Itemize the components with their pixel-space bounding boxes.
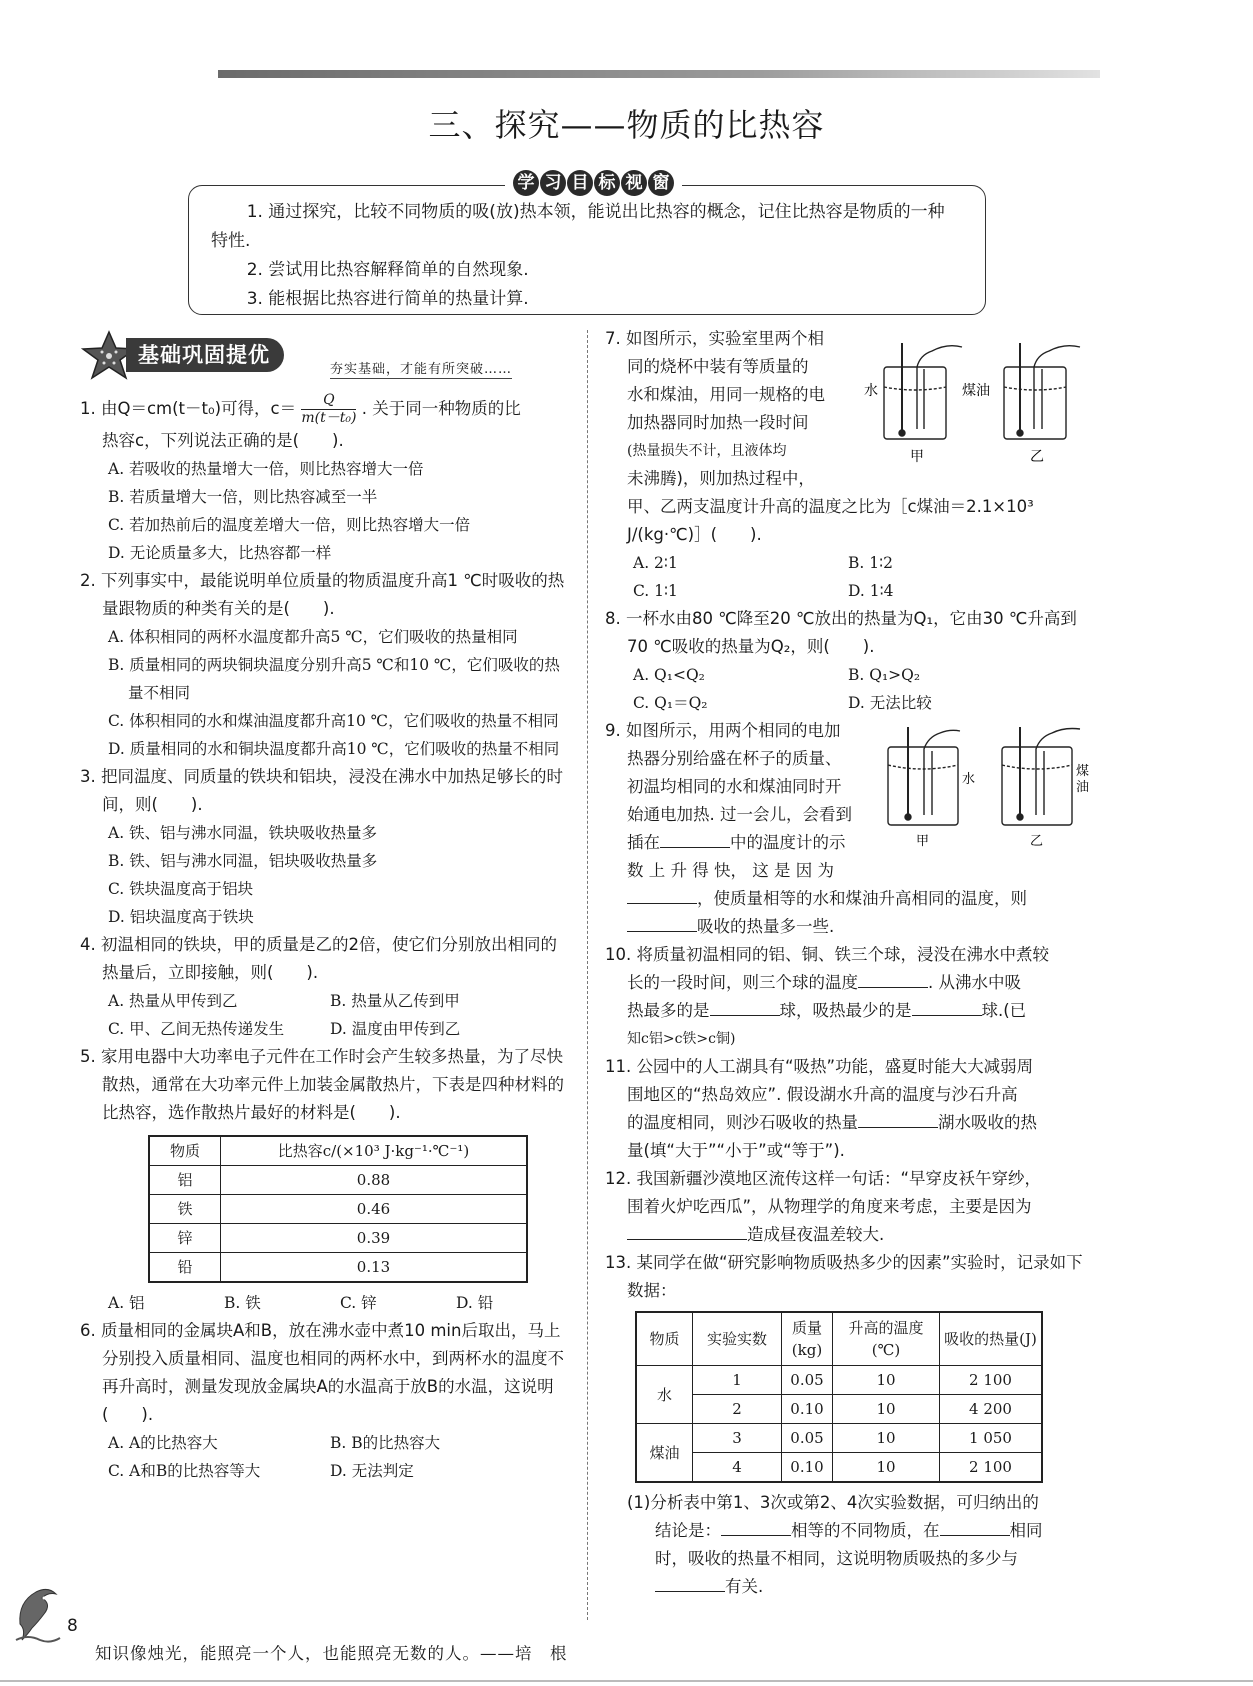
footer-quote: 知识像烛光，能照亮一个人，也能照亮无数的人。——培 根 bbox=[95, 1644, 568, 1663]
q9-line: 数 上 升 得 快， 这 是 因 为 bbox=[627, 861, 834, 880]
dolphin-icon bbox=[14, 1584, 62, 1644]
q11-text: 的温度相同，则沙石吸收的热量 bbox=[627, 1113, 858, 1132]
q1-option-a[interactable]: A. 若吸收的热量增大一倍，则比热容增大一倍 bbox=[108, 460, 424, 478]
table-cell: 0.10 bbox=[782, 1395, 833, 1424]
goals-badge-char: 视 bbox=[621, 170, 647, 196]
table-header-cell: 比热容c/(×10³ J·kg⁻¹·℃⁻¹) bbox=[221, 1136, 528, 1166]
table-cell: 10 bbox=[833, 1424, 940, 1453]
table-cell: 0.05 bbox=[782, 1424, 833, 1453]
q13-blank-2[interactable] bbox=[940, 1517, 1010, 1536]
q13-line: (1)分析表中第1、3次或第2、4次实验数据，可归纳出的 bbox=[627, 1493, 1039, 1512]
question-12 bbox=[605, 1165, 1095, 1249]
table-row bbox=[636, 1453, 1042, 1483]
goal-item: 特性. bbox=[211, 231, 251, 251]
q9-text: ，使质量相等的水和煤油升高相同的温度，则 bbox=[697, 889, 1027, 908]
question-7 bbox=[605, 325, 850, 493]
q9-text: 插在 bbox=[627, 833, 660, 852]
beaker-yi bbox=[1004, 367, 1066, 439]
table-cell: 锌 bbox=[149, 1224, 221, 1253]
q9-blank-2[interactable] bbox=[627, 885, 697, 904]
q8-option-a[interactable]: A. Q₁<Q₂ bbox=[633, 666, 705, 684]
q1-stem bbox=[80, 392, 572, 427]
table-cell: 2 100 bbox=[940, 1453, 1043, 1483]
fig9-label-water: 水 bbox=[962, 772, 976, 787]
q13-blank-1[interactable] bbox=[721, 1517, 791, 1536]
table-row bbox=[149, 1224, 527, 1253]
fig7-label-yi: 乙 bbox=[1030, 449, 1044, 465]
q10-text: . 从沸水中吸 bbox=[928, 973, 1021, 992]
q7-option-a[interactable]: A. 2∶1 bbox=[633, 554, 678, 572]
q4-stem: 4. 初温相同的铁块，甲的质量是乙的2倍，使它们分别放出相同的热量后，立即接触，则( ). bbox=[80, 935, 557, 982]
table-header-cell: 吸收的热量(J) bbox=[940, 1312, 1043, 1366]
q5-stem: 5. 家用电器中大功率电子元件在工作时会产生较多热量，为了尽快散热，通常在大功率元件上加装金属散热片，下表是四种材料的比热容，选作散热片最好的材料是( ). bbox=[80, 1047, 564, 1122]
q9-line bbox=[605, 885, 1095, 913]
table-cell: 水 bbox=[636, 1366, 693, 1424]
table-cell: 0.88 bbox=[221, 1166, 528, 1195]
q1-option-d[interactable]: D. 无论质量多大，比热容都一样 bbox=[108, 544, 332, 562]
fig7-label-kerosene: 煤油 bbox=[962, 383, 990, 399]
table-row bbox=[636, 1395, 1042, 1424]
q7-line: 7. 如图所示，实验室里两个相 bbox=[605, 329, 824, 348]
table-row bbox=[636, 1366, 1042, 1395]
q13-text: 相同 bbox=[1009, 1521, 1043, 1540]
q11-blank[interactable] bbox=[858, 1109, 938, 1128]
q2-stem: 2. 下列事实中，最能说明单位质量的物质温度升高1 ℃时吸收的热量跟物质的种类有关的是( ). bbox=[80, 571, 565, 618]
table-cell: 3 bbox=[693, 1424, 782, 1453]
table-cell: 4 bbox=[693, 1453, 782, 1483]
q7-option-c[interactable]: C. 1∶1 bbox=[633, 582, 678, 600]
q9-figure bbox=[880, 725, 1095, 850]
beaker-jia bbox=[888, 747, 958, 825]
q13-text: 结论是： bbox=[655, 1521, 721, 1540]
q9-line: 9. 如图所示，用两个相同的电加 bbox=[605, 721, 841, 740]
q9-blank-1[interactable] bbox=[660, 829, 730, 848]
q11-line: 围地区的“热岛效应”. 假设湖水升高的温度与沙石升高 bbox=[627, 1085, 1018, 1104]
goals-badge-char: 窗 bbox=[648, 170, 674, 196]
q6-option-b[interactable]: B. B的比热容大 bbox=[330, 1434, 441, 1452]
q11-line: 量(填“大于”“小于”或“等于”). bbox=[627, 1141, 845, 1160]
question-9 bbox=[605, 717, 865, 885]
q7-option-d[interactable]: D. 1∶4 bbox=[848, 582, 894, 600]
q13-text: 有关. bbox=[725, 1577, 764, 1596]
table-cell: 煤油 bbox=[636, 1424, 693, 1483]
q5-table bbox=[148, 1135, 528, 1283]
q8-option-c[interactable]: C. Q₁＝Q₂ bbox=[633, 694, 708, 712]
q1-stem-b: . 关于同一种物质的比 bbox=[361, 399, 521, 418]
goals-badge-char: 标 bbox=[594, 170, 620, 196]
question-13 bbox=[605, 1249, 1095, 1601]
q3-option-b[interactable]: B. 铁、铝与沸水同温，铝块吸收热量多 bbox=[108, 852, 378, 870]
table-row bbox=[149, 1253, 527, 1283]
q7-options-row bbox=[605, 577, 1095, 605]
q5-option-b[interactable]: B. 铁 bbox=[224, 1294, 261, 1312]
heater-yi bbox=[1034, 346, 1080, 429]
page-number: 8 bbox=[67, 1616, 78, 1636]
table-header-cell: 物质 bbox=[149, 1136, 221, 1166]
q2-option-c[interactable]: C. 体积相同的水和煤油温度都升高10 ℃，它们吸收的热量不相同 bbox=[108, 712, 559, 730]
q1-frac-den: m(t－t₀) bbox=[301, 410, 357, 426]
learning-goals-box bbox=[188, 185, 986, 315]
table-cell: 2 100 bbox=[940, 1366, 1043, 1395]
q7-line: 水和煤油，用同一规格的电 bbox=[627, 385, 825, 404]
q8-options-row bbox=[605, 689, 1095, 717]
q10-blank-3[interactable] bbox=[912, 997, 982, 1016]
table-cell: 铅 bbox=[149, 1253, 221, 1283]
q6-option-d[interactable]: D. 无法判定 bbox=[330, 1462, 414, 1480]
q5-option-c[interactable]: C. 锌 bbox=[340, 1294, 377, 1312]
fig7-label-water: 水 bbox=[864, 383, 878, 399]
q9-blank-3[interactable] bbox=[627, 913, 697, 932]
q7-line: (热量损失不计，且液体均 bbox=[627, 443, 787, 459]
goals-badge-char: 目 bbox=[567, 170, 593, 196]
table-cell: 0.10 bbox=[782, 1453, 833, 1483]
goals-badge-char: 习 bbox=[540, 170, 566, 196]
q10-text: 热最多的是 bbox=[627, 1001, 710, 1020]
table-header-row bbox=[636, 1312, 1042, 1366]
q7-figure bbox=[862, 337, 1102, 467]
q10-text: 球，吸热最少的是 bbox=[779, 1001, 912, 1020]
q7-option-b[interactable]: B. 1∶2 bbox=[848, 554, 894, 572]
q3-option-a[interactable]: A. 铁、铝与沸水同温，铁块吸收热量多 bbox=[108, 824, 378, 842]
q2-option-b[interactable]: B. 质量相同的两块铜块温度分别升高5 ℃和10 ℃，它们吸收的热量不相同 bbox=[108, 656, 560, 702]
question-1 bbox=[80, 392, 572, 567]
q6-option-a[interactable]: A. A的比热容大 bbox=[108, 1434, 218, 1452]
table-header-cell: 升高的温度(℃) bbox=[833, 1312, 940, 1366]
q8-option-b[interactable]: B. Q₁>Q₂ bbox=[848, 666, 921, 684]
q10-blank-2[interactable] bbox=[710, 997, 780, 1016]
left-column bbox=[80, 392, 572, 1485]
q10-text: 长的一段时间，则三个球的温度 bbox=[627, 973, 858, 992]
q7-line: 同的烧杯中装有等质量的 bbox=[627, 357, 809, 376]
table-cell: 4 200 bbox=[940, 1395, 1043, 1424]
page-title: 三、探究——物质的比热容 bbox=[428, 106, 825, 144]
q10-line: 知c铝>c铁>c铜) bbox=[627, 1031, 736, 1047]
q9-text: 中的温度计的示 bbox=[730, 833, 846, 852]
q6-options-row bbox=[80, 1457, 572, 1485]
q2-option-d[interactable]: D. 质量相同的水和铜块温度都升高10 ℃，它们吸收的热量不相同 bbox=[108, 740, 560, 758]
fig9-label-yi: 乙 bbox=[1030, 834, 1044, 849]
table-cell: 1 bbox=[693, 1366, 782, 1395]
question-10 bbox=[605, 941, 1095, 1053]
beaker-yi bbox=[1002, 747, 1072, 825]
liquid-surface-yi bbox=[1004, 387, 1066, 390]
q9-text: 吸收的热量多一些. bbox=[697, 917, 835, 936]
q11-text: 湖水吸收的热 bbox=[938, 1113, 1037, 1132]
section-subtitle: 夯实基础，才能有所突破…… bbox=[330, 358, 512, 379]
q4-options-row bbox=[80, 987, 572, 1015]
right-column bbox=[605, 325, 1095, 1601]
liquid-surface-jia bbox=[884, 387, 946, 390]
q10-line: 10. 将质量初温相同的铝、铜、铁三个球，浸没在沸水中煮较 bbox=[605, 945, 1049, 964]
q5-option-d[interactable]: D. 铅 bbox=[456, 1294, 494, 1312]
q3-stem: 3. 把同温度、同质量的铁块和铝块，浸没在沸水中加热足够长的时间，则( ). bbox=[80, 767, 563, 814]
question-11 bbox=[605, 1053, 1095, 1165]
q1-frac-num: Q bbox=[323, 392, 335, 408]
q7-line: 加热器同时加热一段时间 bbox=[627, 413, 809, 432]
q4-option-c[interactable]: C. 甲、乙间无热传递发生 bbox=[108, 1020, 285, 1038]
table-cell: 2 bbox=[693, 1395, 782, 1424]
goals-badge bbox=[505, 170, 682, 200]
q1-stem-a: 1. 由Q＝cm(t－t₀)可得，c＝ bbox=[80, 399, 297, 418]
q6-stem: 6. 质量相同的金属块A和B，放在沸水壶中煮10 min后取出，马上分别投入质量相同、温度也相同的两杯水中，到两杯水的温度不再升高时，测量发现放金属块A的水温高于放B的水温，这说明( ). bbox=[80, 1321, 564, 1424]
q2-option-a[interactable]: A. 体积相同的两杯水温度都升高5 ℃，它们吸收的热量相同 bbox=[108, 628, 518, 646]
q4-option-a[interactable]: A. 热量从甲传到乙 bbox=[108, 992, 238, 1010]
table-header-cell: 物质 bbox=[636, 1312, 693, 1366]
goal-item: 1. 通过探究，比较不同物质的吸(放)热本领，能说出比热容的概念，记住比热容是物质的一种 bbox=[246, 202, 945, 222]
goal-item: 2. 尝试用比热容解释简单的自然现象. bbox=[246, 260, 529, 280]
table-header-row bbox=[149, 1136, 527, 1166]
q4-option-d[interactable]: D. 温度由甲传到乙 bbox=[330, 1020, 461, 1038]
q12-blank[interactable] bbox=[627, 1221, 747, 1240]
q13-blank-3[interactable] bbox=[655, 1573, 725, 1592]
q12-line: 围着火炉吃西瓜”，从物理学的角度来考虑，主要是因为 bbox=[627, 1197, 1032, 1216]
q5-options-row bbox=[80, 1289, 572, 1317]
q1-option-c[interactable]: C. 若加热前后的温度差增大一倍，则比热容增大一倍 bbox=[108, 516, 471, 534]
q5-option-a[interactable]: A. 铝 bbox=[108, 1294, 145, 1312]
goals-badge-char: 学 bbox=[513, 170, 539, 196]
fig9-label-jia: 甲 bbox=[916, 834, 930, 849]
table-cell: 0.46 bbox=[221, 1195, 528, 1224]
q8-stem: 8. 一杯水由80 ℃降至20 ℃放出的热量为Q₁，它由30 ℃升高到70 ℃吸收的热量为Q₂，则( ). bbox=[605, 609, 1077, 656]
fig9-label-kerosene: 煤 bbox=[1076, 764, 1090, 779]
goal-item: 3. 能根据比热容进行简单的热量计算. bbox=[246, 289, 529, 309]
table-cell: 0.13 bbox=[221, 1253, 528, 1283]
q12-line: 12. 我国新疆沙漠地区流传这样一句话：“早穿皮袄午穿纱， bbox=[605, 1169, 1042, 1188]
q11-line: 11. 公园中的人工湖具有“吸热”功能，盛夏时能大大减弱周 bbox=[605, 1057, 1034, 1076]
q9-line bbox=[605, 913, 1095, 941]
table-cell: 10 bbox=[833, 1395, 940, 1424]
beaker-jia bbox=[884, 367, 946, 439]
q7-line: 未沸腾)，则加热过程中， bbox=[627, 469, 815, 488]
table-cell: 10 bbox=[833, 1366, 940, 1395]
q9-line bbox=[605, 829, 865, 857]
q7-options-row bbox=[605, 549, 1095, 577]
q1-option-b[interactable]: B. 若质量增大一倍，则比热容减至一半 bbox=[108, 488, 378, 506]
q4-options-row bbox=[80, 1015, 572, 1043]
table-cell: 10 bbox=[833, 1453, 940, 1483]
q7-tail: 甲、乙两支温度计升高的温度之比为［c煤油＝2.1×10³ J/(kg·℃)］( ). bbox=[627, 497, 1034, 544]
column-divider bbox=[587, 330, 588, 1620]
footer-rule bbox=[0, 1680, 1253, 1682]
q13-table bbox=[635, 1311, 1043, 1483]
table-cell: 0.39 bbox=[221, 1224, 528, 1253]
q6-options-row bbox=[80, 1429, 572, 1457]
table-row bbox=[149, 1195, 527, 1224]
table-row bbox=[149, 1166, 527, 1195]
q9-line: 初温均相同的水和煤油同时开 bbox=[627, 777, 842, 796]
q10-text: 球.(已 bbox=[981, 1001, 1027, 1020]
table-cell: 0.05 bbox=[782, 1366, 833, 1395]
q6-option-c[interactable]: C. A和B的比热容等大 bbox=[108, 1462, 261, 1480]
q10-blank-1[interactable] bbox=[858, 969, 928, 988]
section-title: 基础巩固提优 bbox=[126, 338, 284, 372]
fig9-label-kerosene: 油 bbox=[1076, 780, 1090, 795]
q13-text: 相等的不同物质，在 bbox=[791, 1521, 940, 1540]
q12-text: 造成昼夜温差较大. bbox=[747, 1225, 885, 1244]
q9-line: 热器分别给盛在杯子的质量、 bbox=[627, 749, 842, 768]
table-row bbox=[636, 1424, 1042, 1453]
q3-option-c[interactable]: C. 铁块温度高于铝块 bbox=[108, 880, 254, 898]
q1-stem-c: 热容c，下列说法正确的是( ). bbox=[102, 431, 344, 450]
fig7-label-jia: 甲 bbox=[910, 449, 924, 465]
table-cell: 铁 bbox=[149, 1195, 221, 1224]
q4-option-b[interactable]: B. 热量从乙传到甲 bbox=[330, 992, 460, 1010]
q8-option-d[interactable]: D. 无法比较 bbox=[848, 694, 932, 712]
section-banner bbox=[80, 330, 540, 378]
q13-stem: 13. 某同学在做“研究影响物质吸热多少的因素”实验时，记录如下数据： bbox=[605, 1253, 1083, 1300]
table-cell: 1 050 bbox=[940, 1424, 1043, 1453]
q9-line: 始通电加热. 过一会儿，会看到 bbox=[627, 805, 852, 824]
table-header-cell: 实验实数 bbox=[693, 1312, 782, 1366]
q3-option-d[interactable]: D. 铝块温度高于铁块 bbox=[108, 908, 254, 926]
table-header-cell: 质量(kg) bbox=[782, 1312, 833, 1366]
table-cell: 铝 bbox=[149, 1166, 221, 1195]
q13-line: 时，吸收的热量不相同，这说明物质吸热的多少与 bbox=[655, 1549, 1018, 1568]
q8-options-row bbox=[605, 661, 1095, 689]
header-rule bbox=[218, 70, 1100, 78]
